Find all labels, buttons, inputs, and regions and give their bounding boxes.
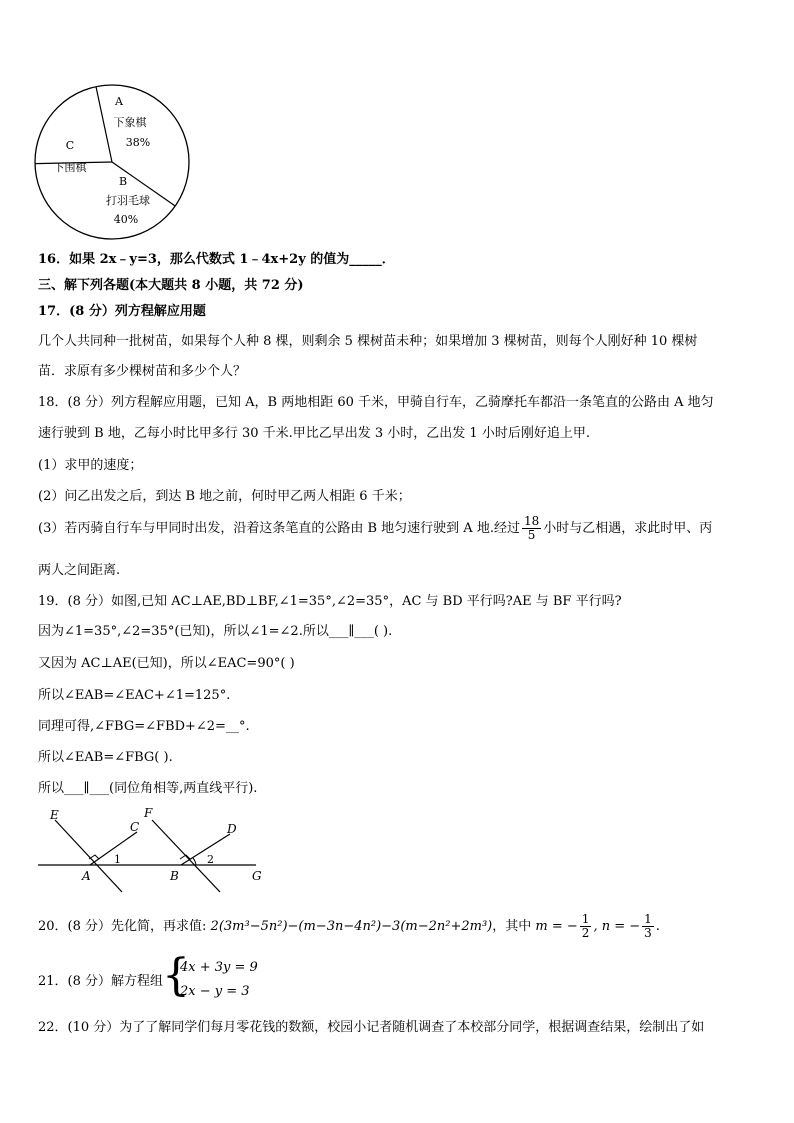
m-num: 1 <box>581 912 590 926</box>
q19-l3: 所以∠EAB=∠EAC+∠1=125°. <box>38 688 231 703</box>
q18-sub3-a: (3）若丙骑自行车与甲同时出发，沿着这条笔直的公路由 B 地匀速行驶到 A 地.经过 <box>38 521 520 536</box>
label-b: B <box>170 869 179 883</box>
q16: 16．如果 2x﹣y=3，那么代数式 1﹣4x+2y 的值为_____． <box>38 252 395 267</box>
right-angle-a <box>89 855 99 859</box>
system-brace: { <box>162 950 190 1001</box>
pie-name-a: 下象棋 <box>113 116 147 129</box>
frac-num: 18 <box>523 514 540 528</box>
fraction-m <box>580 913 592 940</box>
q18-line2: 速行驶到 B 地，乙每小时比甲多行 30 千米.甲比乙早出发 3 小时，乙出发 1 小时后刚好追上甲. <box>38 426 590 441</box>
pie-value-b: 40% <box>113 213 139 226</box>
n-num: 1 <box>644 912 652 926</box>
q19-l2: 又因为 AC⊥AE(已知)，所以∠EAC=90°( ) <box>38 656 295 671</box>
q17-line1: 几个人共同种一批树苗，如果每个人种 8 棵，则剩余 5 棵树苗未种；如果增加 3 棵树苗，则每个人刚好种 10 棵树 <box>38 334 698 349</box>
section3-heading: 三、解下列各题(本大题共 8 小题，共 72 分) <box>38 278 304 293</box>
q20-n: , n = − <box>593 919 641 934</box>
q19-l6: 所以___∥___(同位角相等,两直线平行). <box>38 781 258 796</box>
q18-line1: 18．(8 分）列方程解应用题，已知 A，B 两地相距 60 千米，甲骑自行车，乙骑摩托车都沿一条笔直的公路由 A 地匀 <box>38 395 714 410</box>
q18-sub2: (2）问乙出发之后，到达 B 地之前，何时甲乙两人相距 6 千米； <box>38 489 411 504</box>
frac-den: 5 <box>527 528 536 542</box>
pie-value-a: 38% <box>125 136 151 149</box>
label-d: D <box>227 822 237 836</box>
q19-l1: 因为∠1=35°,∠2=35°(已知)，所以∠1=∠2.所以___∥___( ). <box>38 624 393 639</box>
label-c: C <box>130 820 140 834</box>
q22: 22．(10 分）为了了解同学们每月零花钱的数额，校园小记者随机调查了本校部分同学，根据调查结果，绘制出了如 <box>38 1020 705 1035</box>
fraction-n <box>642 913 654 940</box>
q21-eq1: 4x + 3y = 9 <box>180 960 258 975</box>
q20-expr: 2(3m³−5n²)−(m−3n−4n²)−3(m−2n²+2m³) <box>210 919 493 934</box>
q20-m: m = − <box>535 919 578 934</box>
q18-sub3-c: 两人之间距离. <box>38 563 121 578</box>
label-g: G <box>252 869 262 883</box>
label-angle-2: 2 <box>207 853 214 866</box>
label-angle-1: 1 <box>114 853 121 866</box>
pie-name-c: 下围棋 <box>53 161 87 174</box>
fraction-18-5 <box>522 515 541 542</box>
q19-l5: 所以∠EAB=∠FBG( ). <box>38 750 173 765</box>
q17-line2: 苗．求原有多少棵树苗和多少个人？ <box>38 364 247 379</box>
label-e: E <box>50 808 59 822</box>
pie-name-b: 打羽毛球 <box>106 194 150 207</box>
line-bd <box>181 834 230 865</box>
q17-head: 17．(8 分）列方程解应用题 <box>38 304 206 319</box>
m-den: 2 <box>581 926 590 940</box>
pie-label-b: B <box>118 175 128 188</box>
pie-chart <box>30 80 200 250</box>
label-f: F <box>144 806 153 820</box>
q20 <box>38 913 660 940</box>
q18-sub3-b: 小时与乙相遇，求此时甲、丙 <box>543 521 713 536</box>
q20-head: 20．(8 分）先化简，再求值: <box>38 919 207 934</box>
geometry-figure <box>30 800 280 895</box>
q19-head: 19．(8 分）如图,已知 AC⊥AE,BD⊥BF,∠1=35°,∠2=35°，AC 与 BD 平行吗?AE 与 BF 平行吗? <box>38 594 622 609</box>
q20-mid: ，其中 <box>492 919 532 934</box>
q18-sub1: (1）求甲的速度； <box>38 458 143 473</box>
pie-label-a: A <box>115 95 123 108</box>
q21-head: 21．(8 分）解方程组 <box>38 974 164 989</box>
label-a: A <box>82 869 91 883</box>
q21-eq2: 2x − y = 3 <box>180 984 250 999</box>
pie-label-c: C <box>65 139 75 152</box>
n-den: 3 <box>644 926 652 940</box>
q20-tail: . <box>655 919 660 934</box>
q19-l4: 同理可得,∠FBG=∠FBD+∠2=__°. <box>38 719 250 734</box>
q18-sub3 <box>38 515 712 542</box>
